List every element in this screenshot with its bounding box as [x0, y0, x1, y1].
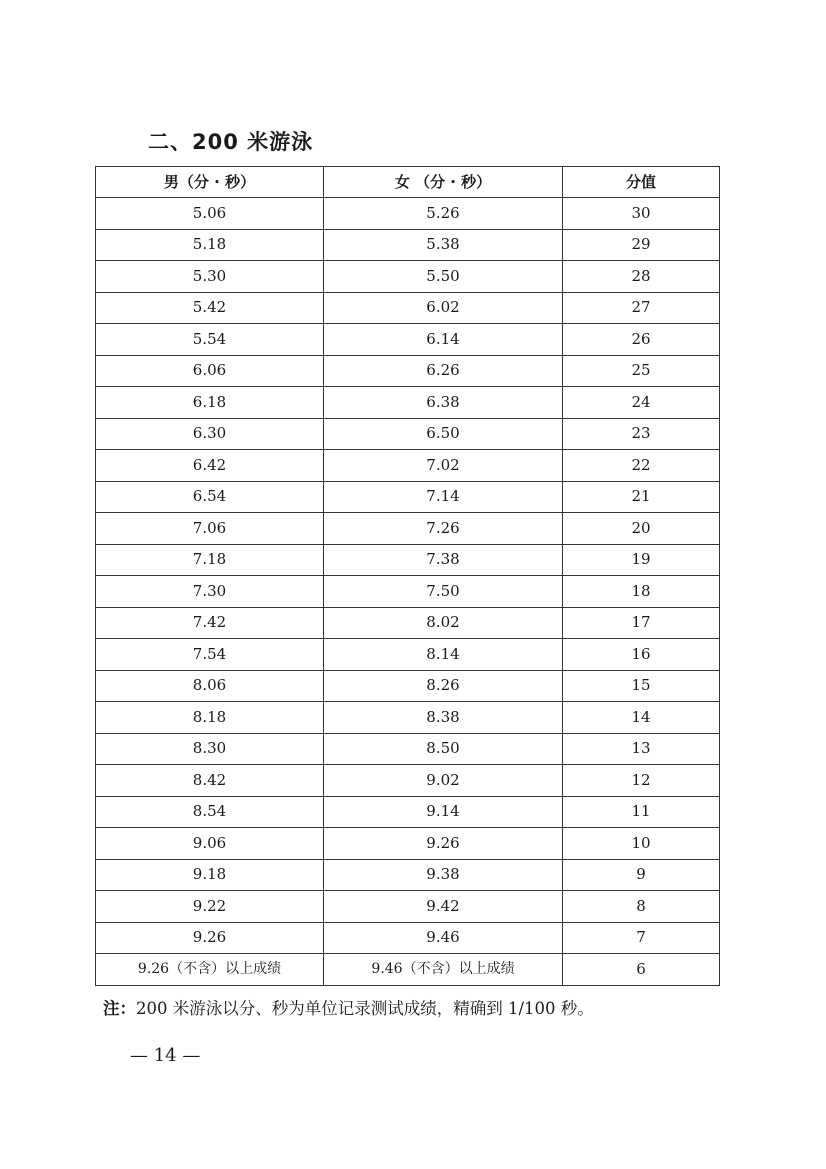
- table-row: [96, 387, 720, 419]
- cell-male-time: 9.22: [96, 891, 324, 923]
- cell-score: 24: [563, 387, 720, 419]
- cell-male-time: 5.30: [96, 261, 324, 293]
- header-male-time: 男（分 · 秒）: [96, 167, 324, 198]
- cell-score: 19: [563, 544, 720, 576]
- cell-male-time: 5.54: [96, 324, 324, 356]
- cell-female-time: 9.46（不含）以上成绩: [324, 954, 563, 986]
- cell-score: 9: [563, 859, 720, 891]
- cell-score: 22: [563, 450, 720, 482]
- cell-female-time: 7.26: [324, 513, 563, 545]
- cell-female-time: 6.50: [324, 418, 563, 450]
- cell-male-time: 8.42: [96, 765, 324, 797]
- cell-score: 20: [563, 513, 720, 545]
- table-header-row: [96, 167, 720, 198]
- table-row: [96, 702, 720, 734]
- cell-male-time: 7.30: [96, 576, 324, 608]
- table-row: [96, 576, 720, 608]
- table-row: [96, 639, 720, 671]
- table-row: [96, 292, 720, 324]
- cell-female-time: 6.14: [324, 324, 563, 356]
- table-row: [96, 765, 720, 797]
- cell-female-time: 8.38: [324, 702, 563, 734]
- cell-female-time: 7.50: [324, 576, 563, 608]
- footnote-text: 200 米游泳以分、秒为单位记录测试成绩，精确到 1/100 秒。: [136, 999, 594, 1018]
- cell-score: 27: [563, 292, 720, 324]
- cell-male-time: 7.06: [96, 513, 324, 545]
- header-score: 分值: [563, 167, 720, 198]
- table-row: [96, 418, 720, 450]
- cell-female-time: 5.38: [324, 229, 563, 261]
- cell-male-time: 9.26（不含）以上成绩: [96, 954, 324, 986]
- cell-score: 8: [563, 891, 720, 923]
- cell-score: 23: [563, 418, 720, 450]
- cell-male-time: 6.54: [96, 481, 324, 513]
- header-female-time: 女 （分 · 秒）: [324, 167, 563, 198]
- table-row: [96, 922, 720, 954]
- table-row: [96, 513, 720, 545]
- cell-female-time: 8.50: [324, 733, 563, 765]
- cell-male-time: 7.42: [96, 607, 324, 639]
- table-row: [96, 828, 720, 860]
- table-row: [96, 891, 720, 923]
- cell-female-time: 9.02: [324, 765, 563, 797]
- score-table: [95, 166, 720, 986]
- table-row: [96, 670, 720, 702]
- cell-score: 6: [563, 954, 720, 986]
- cell-female-time: 7.38: [324, 544, 563, 576]
- cell-male-time: 9.18: [96, 859, 324, 891]
- cell-score: 18: [563, 576, 720, 608]
- cell-score: 14: [563, 702, 720, 734]
- cell-female-time: 8.14: [324, 639, 563, 671]
- table-row: [96, 607, 720, 639]
- cell-female-time: 6.02: [324, 292, 563, 324]
- cell-score: 26: [563, 324, 720, 356]
- footnote: [103, 995, 594, 1019]
- cell-male-time: 8.18: [96, 702, 324, 734]
- table-row: [96, 481, 720, 513]
- cell-male-time: 9.06: [96, 828, 324, 860]
- cell-female-time: 6.38: [324, 387, 563, 419]
- cell-score: 11: [563, 796, 720, 828]
- cell-score: 13: [563, 733, 720, 765]
- cell-score: 21: [563, 481, 720, 513]
- footnote-label: 注：: [103, 999, 136, 1018]
- cell-score: 12: [563, 765, 720, 797]
- cell-male-time: 5.06: [96, 198, 324, 230]
- table-row: [96, 733, 720, 765]
- cell-female-time: 9.38: [324, 859, 563, 891]
- table-row: [96, 954, 720, 986]
- cell-female-time: 6.26: [324, 355, 563, 387]
- cell-female-time: 9.14: [324, 796, 563, 828]
- cell-score: 17: [563, 607, 720, 639]
- cell-female-time: 8.02: [324, 607, 563, 639]
- cell-score: 15: [563, 670, 720, 702]
- cell-male-time: 6.06: [96, 355, 324, 387]
- cell-score: 10: [563, 828, 720, 860]
- table-row: [96, 859, 720, 891]
- table-row: [96, 450, 720, 482]
- table-body: [96, 198, 720, 986]
- cell-score: 25: [563, 355, 720, 387]
- cell-male-time: 8.54: [96, 796, 324, 828]
- cell-male-time: 6.30: [96, 418, 324, 450]
- cell-female-time: 9.42: [324, 891, 563, 923]
- table-row: [96, 229, 720, 261]
- cell-score: 7: [563, 922, 720, 954]
- cell-score: 29: [563, 229, 720, 261]
- cell-score: 28: [563, 261, 720, 293]
- cell-male-time: 5.42: [96, 292, 324, 324]
- cell-female-time: 7.02: [324, 450, 563, 482]
- cell-male-time: 9.26: [96, 922, 324, 954]
- cell-female-time: 9.46: [324, 922, 563, 954]
- page-number: — 14 —: [130, 1045, 201, 1066]
- cell-female-time: 7.14: [324, 481, 563, 513]
- cell-score: 16: [563, 639, 720, 671]
- cell-male-time: 5.18: [96, 229, 324, 261]
- table-row: [96, 544, 720, 576]
- cell-female-time: 8.26: [324, 670, 563, 702]
- table-row: [96, 355, 720, 387]
- cell-male-time: 7.18: [96, 544, 324, 576]
- table-row: [96, 261, 720, 293]
- cell-male-time: 6.42: [96, 450, 324, 482]
- cell-male-time: 7.54: [96, 639, 324, 671]
- table-row: [96, 324, 720, 356]
- table-row: [96, 198, 720, 230]
- cell-male-time: 6.18: [96, 387, 324, 419]
- table-row: [96, 796, 720, 828]
- cell-female-time: 9.26: [324, 828, 563, 860]
- section-heading: 二、200 米游泳: [148, 130, 314, 154]
- cell-female-time: 5.50: [324, 261, 563, 293]
- cell-score: 30: [563, 198, 720, 230]
- cell-male-time: 8.30: [96, 733, 324, 765]
- cell-female-time: 5.26: [324, 198, 563, 230]
- cell-male-time: 8.06: [96, 670, 324, 702]
